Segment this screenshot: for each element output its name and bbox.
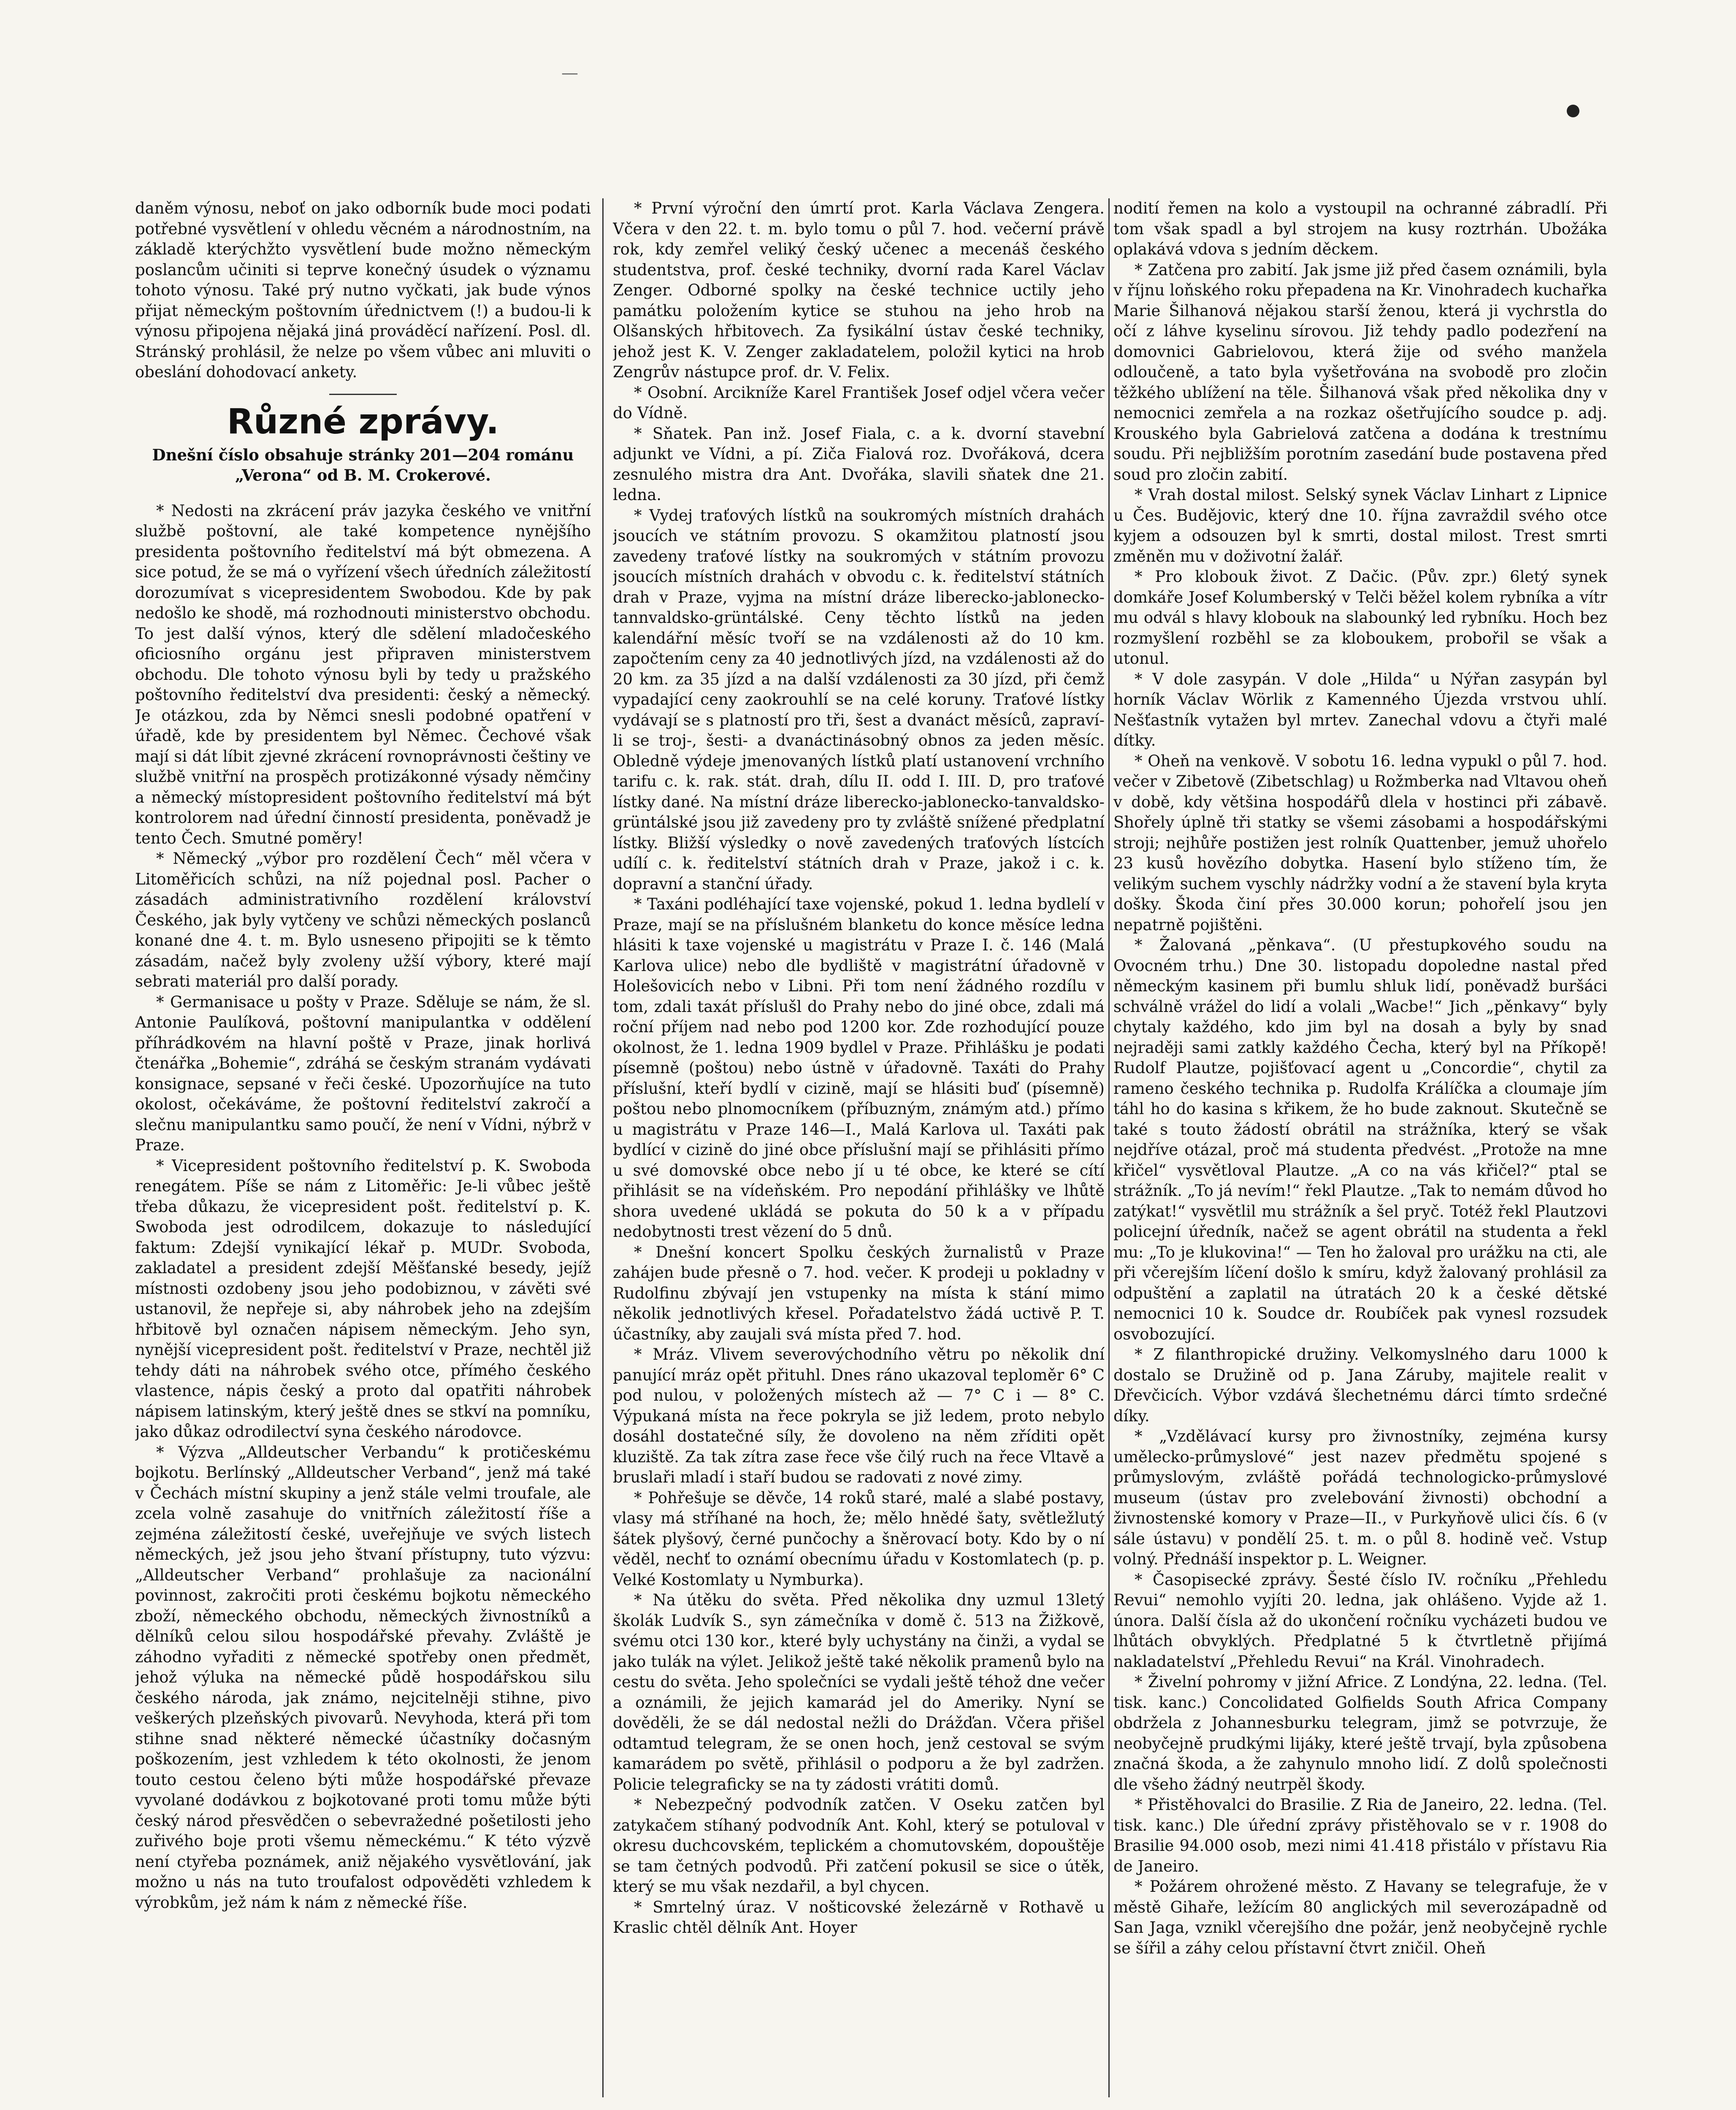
news-item: * Z filanthropické družiny. Velkomyslného daru 1000 k dostalo se Družině od p. Jana Záruby, majitele realit v Dřevčicích. Výbor vzdává šlechetnému dárci tímto srdečné díky. xyxy=(1113,1345,1607,1425)
column-2 xyxy=(613,198,1105,2097)
section-title: Různé zprávy. xyxy=(227,401,499,442)
news-item: * Smrtelný úraz. V nošticovské železárně v Rothavě u Kraslic chtěl dělník Ant. Hoyer xyxy=(613,1898,1105,1937)
news-item: * Přistěhovalci do Brasilie. Z Ria de Janeiro, 22. ledna. (Tel. tisk. kanc.) Dle úřední zprávy přistěhovalo se v r. 1908 do Brasilie 94.000 osob, mezi nimi 41.418 přistálo v přístavu Ria de Janeiro. xyxy=(1113,1796,1607,1875)
section-divider xyxy=(329,394,397,395)
news-item: * Požárem ohrožené město. Z Havany se telegrafuje, že v městě Gihaře, ležícím 80 anglických mil severozápadně od San Jaga, vznikl včerejšího dne požár, jenž neobyčejně rychle se šířil a záhy celou přístavní čtvrt zničil. Oheň xyxy=(1113,1877,1607,1957)
news-item: * Taxáni podléhající taxe vojenské, pokud 1. ledna bydlelí v Praze, mají se na příslušném blanketu do konce měsíce ledna hlásiti k taxe vojenské u magistrátu v Praze I. č. 146 (Malá Karlova ulice) nebo dle bydliště v magistrátní úřadovně v Holešovicích nebo v Libni. Při tom není žádného rozdílu v tom, zdali taxát příslušl do Prahy nebo do jiné obce, zdali má roční příjem nad nebo pod 1200 kor. Zde rozhodující pouze okolnost, že 1. ledna 1909 bydlel v Praze. Přihlášku je podati písemně (poštou) nebo ústně v úřadovně. Taxáti do Prahy příslušní, kteří bydlí v cizině, mají se hlásiti buď (písemně) poštou nebo plnomocníkem (příbuzným, známým atd.) přímo u magistrátu v Praze 146—I., Malá Karlova ul. Taxáti pak bydlící v cizině do jiné obce příslušní mají se přihlásiti přímo u své domovské obce nebo jí u té obce, ke které se cítí přihlásit se na vídeňském. Pro nepodání přihlášky ve lhůtě shora uvedené ukládá se pokuta do 50 k a v případu nedobytnosti trest vězení do 5 dnů. xyxy=(613,895,1105,1241)
news-item: * Dnešní koncert Spolku českých žurnalistů v Praze zahájen bude přesně o 7. hod. večer. K prodeji u pokladny v Rudolfinu zbývají jen vstupenky na místa k stání mimo několik jednotlivých křesel. Pořadatelstvo žádá uctivě P. T. účastníky, aby zaujali svá místa před 7. hod. xyxy=(613,1243,1105,1343)
news-item: * Pro klobouk život. Z Dačic. (Pův. zpr.) 6letý synek domkáře Josef Kolumberský v Telči běžel kolem rybníka a vítr mu odvál s hlavy klobouk na slabounký led rybníku. Hoch bez rozmyšlení rozběhl se za kloboukem, probořil se však a utonul. xyxy=(1113,568,1607,668)
news-item: * V dole zasypán. V dole „Hilda“ u Nýřan zasypán byl horník Václav Wörlik z Kamenného Újezda vrstvou uhlí. Nešťastník vytažen byl mrtev. Zanechal vdovu a čtyři malé dítky. xyxy=(1113,670,1607,749)
news-item: nodití řemen na kolo a vystoupil na ochranné zábradlí. Při tom však spadl a byl strojem na kusy roztrhán. Ubožáka oplakává vdova s jedním děckem. xyxy=(1113,199,1607,258)
column-3 xyxy=(1113,198,1607,2097)
news-item: * Osobní. Arcikníže Karel František Josef odjel včera večer do Vídně. xyxy=(613,383,1105,422)
news-item: * „Vzdělávací kursy pro živnostníky, zejména kursy umělecko-průmyslové“ jest nazev předmětu spojené s průmyslovým, zvláště pořádá technologicko-průmyslové museum (ústav pro zvelebování živnosti) obchodní a živnostenské komory v Praze—II., v Purkyňově ulici čís. 6 (v sále ústavu) v pondělí 25. t. m. o půl 8. hodině več. Vstup volný. Přednáší inspektor p. L. Weigner. xyxy=(1113,1427,1607,1568)
news-item: * Oheň na venkově. V sobotu 16. ledna vypukl o půl 7. hod. večer v Zibetově (Zibetschlag) u Rožmberka nad Vltavou oheň v době, kdy většina hospodářů dlela v hostinci při zábavě. Shořely úplně tři statky se všemi zásobami a hospodářskými stroji; nejhůře postižen jest rolník Quattenber, jemuž uhořelo 23 kusů hovězího dobytka. Hasení bylo stíženo tím, že velikým suchem vyschly nádržky vodní a že stavení byla kryta došky. Škoda činí přes 30.000 korun; pohořelí jsou jen nepatrně pojištěni. xyxy=(1113,752,1607,934)
news-item: * Vrah dostal milost. Selský synek Václav Linhart z Lipnice u Čes. Budějovic, který dne 10. října zavraždil svého otce kyjem a odsouzen byl k smrti, dostal milost. Trest smrti změněn mu v doživotní žalář. xyxy=(1113,486,1607,565)
article-text: daněm výnosu, neboť on jako odborník bude moci podati potřebné vysvětlení v ohledu věcném a národnostním, na základě kterýchžto vysvětlení bude možno německým poslancům učiniti si teprve konečný úsudek o významu tohoto výnosu. Také prý nutno vyčkati, jak bude výnos přijat německým poštovním úřednictvem (!) a budou-li k výnosu připojena nějaká jiná prováděcí nařízení. Posl. dl. Stránský prohlásil, že nelze po všem vůbec ani mluviti o obeslání dohodovací ankety. xyxy=(135,199,591,381)
news-item: * Živelní pohromy v jižní Africe. Z Londýna, 22. ledna. (Tel. tisk. kanc.) Concolidated Golfields South Africa Company obdržela z Johannesburku telegram, jimž se potvrzuje, že neobyčejně prudkými lijáky, které ještě trvají, byla způsobena značná škoda, a že zahynulo mnoho lidí. Z dolů společnosti dle všeho žádný neutrpěl škody. xyxy=(1113,1673,1607,1794)
section-subtitle: Dnešní číslo obsahuje stránky 201—204 románu „Verona“ od B. M. Crokerové. xyxy=(152,445,574,484)
column-divider xyxy=(1108,198,1110,2097)
news-item: * Zatčena pro zabití. Jak jsme již před časem oznámili, byla v říjnu loňského roku přepadena na Kr. Vinohradech kuchařka Marie Šilhanová nějakou starší ženou, která ji vychrstla do očí z láhve kyselinu sírovou. Již tehdy padlo podezření na domovnici Gabrielovou, která žije od svého manžela odloučeně, a tato byla vyšetřována na svobodě pro zločin těžkého ublížení na těle. Šilhanová však před několika dny v nemocnici zemřela a na rozkaz ošetřujícího soudce p. adj. Krouského byla Gabrielová zatčena a dodána k trestnímu soudu. Při nejbližším porotním zasedání bude postavena před soud pro zločin zabití. xyxy=(1113,260,1607,484)
news-item: * Žalovaná „pěnkava“. (U přestupkového soudu na Ovocném trhu.) Dne 30. listopadu dopoledne nastal před německým kasinem při bumlu shluk lidí, poněvadž buršáci schválně vrážel do lidí a volali „Wacbe!“ Jich „pěnkavy“ byly chytaly každého, kdo jim byl na dosah a byly by snad nejraději sami zatkly každého Čecha, který byl na Příkopě! Rudolf Plautze, pojišťovací agent u „Concordie“, chytil za rameno českého technika p. Rudolfa Králíčka a cloumaje jím táhl ho do kasina s křikem, že ho bude zaknout. Skutečně se také s touto žádostí obrátil na strážníka, který se však nejdříve otázal, proč má studenta předvést. „Protože na mne křičel“ vysvětloval Plautze. „A co na vás křičel?“ ptal se strážník. „To já nevím!“ řekl Plautze. „Tak to nemám důvod ho zatýkat!“ vysvětlil mu strážník a šel pryč. Totéž řekl Plautzovi policejní úředník, načež se agent obrátil na studenta a řekl mu: „To je klukovina!“ — Ten ho žaloval pro urážku na cti, ale při včerejším líčení došlo k smíru, když žalovaný prohlásil za odpuštění a zaplatil na útratách 20 k a české dětské nemocnici 10 k. Soudce dr. Roubíček pak vynesl rozsudek osvobozující. xyxy=(1113,936,1607,1343)
news-item: * Výzva „Alldeutscher Verbandu“ k protičeskému bojkotu. Berlínský „Alldeutscher Verband“, jenž má také v Čechách místní skupiny a jenž stále velmi troufale, ale zcela volně zasahuje do vnitřních záležitostí říše a zejména záležitostí české, uveřejňuje ve svých listech německých, jež jsou jeho štvaní přístupny, tuto výzvu: „Alldeutscher Verband“ prohlašuje za nacionální povinnost, zakročiti proti českému bojkotu německého zboží, německého obchodu, německých živnostníků a dělníků celou silou hospodářské převahy. Zvláště je záhodno vyřaditi z německé spotřeby onen předmět, jehož výluka na německé půdě hospodářskou silu českého národa, jak známo, nejcitelněji stihne, pivo veškerých plzeňských pivovarů. Nevyhoda, která při tom stihne snad některé německé účastníky dočasným poškozením, jest vzhledem k této okolnosti, že jenom touto cestou čeleno býti může hospodářské převaze vyvolané dodávkou z bojkotované proti tomu může býti český národ přesvědčen o sebevražedné pošetilosti jeho zuřivého boje proti všemu německému.“ K této výzvě není ctyřeba poznámek, aniž nějakého vysvětlování, jak možno u nás na tuto troufalost odpověděti vzhledem k výrobkům, jež nám k nám z německé říše. xyxy=(135,1443,591,1912)
news-item: * Časopisecké zprávy. Šesté číslo IV. ročníku „Přehledu Revui“ nemohlo vyjíti 20. ledna, jak ohlášeno. Vyjde až 1. února. Další čísla až do ukončení ročníku vycházeti budou ve lhůtách obvyklých. Předplatné 5 k čtvrtletně přijímá nakladatelství „Přehledu Revui“ na Král. Vinohradech. xyxy=(1113,1570,1607,1671)
news-item: * Sňatek. Pan inž. Josef Fiala, c. a k. dvorní stavební adjunkt ve Vídni, a pí. Ziča Fialová roz. Dvořáková, dcera zesnulého mistra dra Ant. Dvořáka, slavili sňatek dne 21. ledna. xyxy=(613,424,1105,504)
scan-mark: — xyxy=(561,63,578,83)
news-item: * Germanisace u pošty v Praze. Sděluje se nám, že sl. Antonie Paulíková, poštovní manipulantka v oddělení příhrádkovém na hlavní poště v Praze, jinak horlivá čtenářka „Bohemie“, zdráhá se českým stranám vydávati konsignace, sepsané v řeči české. Upozorňujíce na tuto okolost, očekáváme, že poštovní ředitelství zakročí a slečnu manipulantku samo poučí, že není v Vídni, nýbrž v Praze. xyxy=(135,993,591,1154)
news-item: * Nedosti na zkrácení práv jazyka českého ve vnitřní službě poštovní, ale také kompetence nynějšího presidenta poštovního ředitelství má být obmezena. A sice potud, že se má o vyřízení všech úředních záležitostí dorozumívat s vicepresidentem Swobodou. Kde by pak nedošlo ke shodě, má rozhodnouti ministerstvo obchodu. To jest další výnos, který dle sdělení mladočeského oficiosního orgánu jest připraven ministerstvem obchodu. Dle tohoto výnosu byli by tedy u pražského poštovního ředitelství dva presidenti: český a německý. Je otázkou, zda by Němci snesli podobné opatření v úřadě, kde by presidentem byl Němec. Čechové však mají si dát líbit zjevné zkrácení rovnoprávnosti češtiny ve službě vnitřní na prospěch protizákonné výsady němčiny a německý místopresident poštovního ředitelství má být kontrolorem nad úřední činností presidenta, poněvadž je tento Čech. Smutné poměry! xyxy=(135,501,591,847)
scan-hole-dot xyxy=(1567,105,1579,117)
news-item: * Na útěku do světa. Před několika dny uzmul 13letý školák Ludvík S., syn zámečníka v domě č. 513 na Žižkově, svému otci 130 kor., které byly uchystány na činži, a vydal se jako tulák na výlet. Jelikož ještě také několik pramenů bylo na cestu do světa. Jeho společníci se vydali ještě téhož dne večer a oznámili, že jejich kamarád jel do Ameriky. Nyní se dověděli, že se dál nedostal nežli do Drážďan. Včera přišel odtamtud telegram, že se onen hoch, jenž cestoval se svým kamarádem po světě, přihlásil o podporu a že byl zadržen. Policie telegraficky se na ty zádosti vrátiti domů. xyxy=(613,1591,1105,1794)
news-item: * Vicepresident poštovního ředitelství p. K. Swoboda renegátem. Píše se nám z Litoměřic: Je-li vůbec ještě třeba důkazu, že vicepresident pošt. ředitelství p. K. Swoboda jest odrodilcem, dokazuje to následující faktum: Zdejší vynikající lékař p. MUDr. Svoboda, zakladatel a president zdejší Měšťanské besedy, jejíž místnosti ozdobeny jsou jeho podobiznou, v závěti své ustanovil, že nepřeje si, aby náhrobek jeho na zdejším hřbitově byl označen nápisem německým. Jeho syn, nynější vicepresident pošt. ředitelství v Praze, nechtěl již tehdy dáti na náhrobek svého otce, přímého českého vlastence, nápis český a proto dal opatřiti náhrobek nápisem latinským, který ještě dnes se stkví na pomníku, jako důkaz odrodilectví syna českého národovce. xyxy=(135,1156,591,1441)
news-item: * Pohřešuje se děvče, 14 roků staré, malé a slabé postavy, vlasy má stříhané na hoch, že; mělo hnědé šaty, světležlutý šátek plyšový, černé punčochy a šněrovací boty. Kdo by o ní věděl, nechť to oznámí obecnímu úřadu v Kostomlatech (p. p. Velké Kostomlaty u Nymburka). xyxy=(613,1488,1105,1589)
column-divider xyxy=(602,198,604,2097)
news-item: * Vydej traťových lístků na soukromých místních drahách jsoucích ve státním provozu. S okamžitou platností jsou zavedeny traťové lístky na soukromých v státním provozu jsoucích místních drahách v obvodu c. k. ředitelství státních drah v Praze, vyjma na místní dráze liberecko-jablonecko-tannvaldsko-grüntálské. Ceny těchto lístků na jeden kalendářní měsíc tvoří se na vzdálenosti až do 10 km. započtením ceny za 40 jednotlivých jízd, na vzdálenosti až do 20 km. za 35 jízd a na další vzdálenosti za 30 jízd, při čemž vypadající ceny zaokrouhlí se na celé koruny. Traťové lístky vydávají se s platností pro tři, šest a dvanáct měsíců, zapraví-li se troj-, šesti- a dvanáctinásobný obnos za jeden měsíc. Obledně výdeje jmenovaných lístků platí ustanovení vrchního tarifu c. k. rak. stát. drah, dílu II. odd I. III. D, pro traťové lístky dané. Na místní dráze liberecko-jablonecko-tanvaldsko-grüntálské jsou již zavedeny pro ty zvláště snížené předplatní lístky. Bližší výsledky o nově zavedených traťových lístcích udílí c. k. ředitelství státních drah v Praze, jakož i c. k. dopravní a stanční úřady. xyxy=(613,506,1105,893)
news-item: * Německý „výbor pro rozdělení Čech“ měl včera v Litoměřicích schůzi, na níž pojednal posl. Pacher o zásadách administrativního rozdělení království Českého, jak byly vytčeny ve schůzi německých poslanců konané dne 4. t. m. Bylo usneseno připojiti se k těmto zásadám, načež byly zvoleny užší výbory, které mají sebrati materiál pro další porady. xyxy=(135,849,591,990)
column-1 xyxy=(135,198,591,2097)
news-item: * Nebezpečný podvodník zatčen. V Oseku zatčen byl zatykačem stíhaný podvodník Ant. Kohl, který se potuloval v okresu duchcovském, teplickém a chomutovském, dopouštěje se tam četných podvodů. Při zatčení pokusil se sice o útěk, který se mu však nezdařil, a byl chycen. xyxy=(613,1796,1105,1896)
news-item: * Mráz. Vlivem severovýchodního větru po několik dní panující mráz opět přituhl. Dnes ráno ukazoval teploměr 6° C pod nulou, v položených místech až — 7° C i — 8° C. Výpukaná místa na řece pokryla se již ledem, proto nebylo dosáhl dostatečné síly, že dovoleno na něm zříditi opět kluziště. Za tak zítra zase řece vše čilý ruch na řece Vltavě a bruslaři mladí i staří budou se radovati z nové zimy. xyxy=(613,1345,1105,1486)
news-item: * První výroční den úmrtí prot. Karla Václava Zengera. Včera v den 22. t. m. bylo tomu o půl 7. hod. večerní právě rok, kdy zemřel veliký český učenec a mecenáš českého studentstva, prof. české techniky, dvorní rada Karel Václav Zenger. Odborné spolky na české technice uctily jeho památku položením kytice se stuhou na jeho hrob na Olšanských hřbitovech. Za fysikální ústav české techniky, jehož jest K. V. Zenger zakladatelem, položil kytici na hrob Zengrův nástupce prof. dr. V. Felix. xyxy=(613,199,1105,381)
